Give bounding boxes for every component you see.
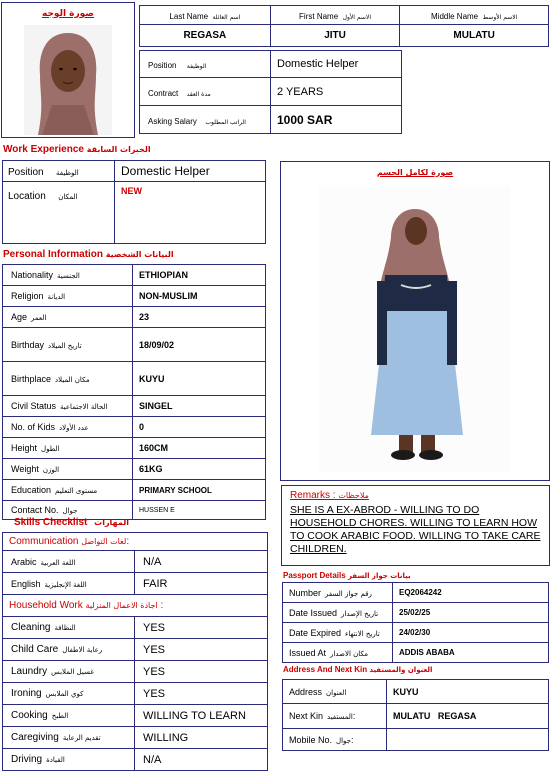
we-position-value: Domestic Helper bbox=[115, 161, 266, 182]
personal-row-religion: Religion الديانة NON-MUSLIM bbox=[3, 286, 266, 307]
position-label: Position الوظيفة bbox=[140, 51, 271, 78]
passport-row-issued: Date Issued تاريخ الإصدار 25/02/25 bbox=[283, 603, 549, 623]
salary-label: Asking Salary الراتب المطلوب bbox=[140, 106, 271, 134]
skill-row-driving: Driving القيادة N/A bbox=[3, 749, 268, 771]
face-photo bbox=[24, 25, 112, 135]
personal-row-height: Height الطول 160CM bbox=[3, 438, 266, 459]
skill-row-english: English اللغة الإنجليزية FAIR bbox=[3, 573, 268, 595]
salary-value: 1000 SAR bbox=[271, 106, 402, 134]
personal-row-contact: Contact No. جوال HUSSEN E bbox=[3, 501, 266, 520]
first-name-value: JITU bbox=[270, 25, 400, 47]
middle-name-header: Middle Name الاسم الأوسط bbox=[400, 6, 549, 25]
personal-row-civil-status: Civil Status الحالة الاجتماعية SINGEL bbox=[3, 396, 266, 417]
body-photo-frame bbox=[280, 161, 550, 481]
contract-label: Contract مدة العقد bbox=[140, 78, 271, 106]
face-photo-title: صورة الوجه bbox=[41, 9, 95, 19]
we-position-label: Position الوظيفة bbox=[3, 161, 115, 182]
remarks-text: SHE IS A EX-ABROD - WILLING TO DO HOUSEHOLD CHORES. WILLING TO LEARN HOW TO COOK ARABIC FOOD. WILLING TO TAKE CARE CHILDREN. bbox=[290, 504, 541, 555]
body-photo bbox=[319, 185, 511, 472]
personal-info-table bbox=[2, 264, 266, 520]
address-row-next-kin: Next Kin المستفيد: MULATU REGASA bbox=[283, 704, 549, 729]
personal-row-education: Education مستوى التعليم PRIMARY SCHOOL bbox=[3, 480, 266, 501]
skills-title: Skills Checklist المهارات bbox=[14, 517, 129, 528]
body-photo-title: صورة لكامل الجسم bbox=[376, 168, 454, 177]
work-experience-table bbox=[2, 160, 266, 244]
personal-row-kids: No. of Kids عدد الأولاد 0 bbox=[3, 417, 266, 438]
address-row-address: Address العنوان KUYU bbox=[283, 680, 549, 704]
skills-table bbox=[2, 532, 268, 771]
personal-row-birthplace: Birthplace مكان الميلاد KUYU bbox=[3, 362, 266, 396]
passport-row-number: Number رقم جواز السفر EQ2064242 bbox=[283, 583, 549, 603]
personal-row-birthday: Birthday تاريخ الميلاد 18/09/02 bbox=[3, 328, 266, 362]
position-value: Domestic Helper bbox=[271, 51, 402, 78]
job-table bbox=[139, 50, 402, 134]
skill-row-caregiving: Caregiving تقديم الرعاية WILLING bbox=[3, 727, 268, 749]
name-table bbox=[139, 5, 549, 47]
passport-row-issued-at: Issued At مكان الاصدار ADDIS ABABA bbox=[283, 643, 549, 663]
contract-value: 2 YEARS bbox=[271, 78, 402, 106]
skill-row-arabic: Arabic اللغة العربية N/A bbox=[3, 551, 268, 573]
passport-title: Passport Details بيانات جواز السفر bbox=[283, 571, 411, 580]
communication-title: Communication لغات التواصل: bbox=[3, 533, 268, 551]
personal-row-nationality: Nationality الجنسية ETHIOPIAN bbox=[3, 265, 266, 286]
remarks-box bbox=[281, 485, 550, 566]
skill-row-ironing: Ironing كوي الملابس YES bbox=[3, 683, 268, 705]
address-table bbox=[282, 679, 549, 751]
passport-row-expired: Date Expired تاريخ الانتهاء 24/02/30 bbox=[283, 623, 549, 643]
we-location-value: NEW bbox=[115, 182, 266, 244]
face-photo-frame bbox=[1, 2, 135, 138]
skill-row-child-care: Child Care رعاية الاطفال YES bbox=[3, 639, 268, 661]
passport-table bbox=[282, 582, 549, 663]
skill-row-laundry: Laundry غسيل الملابس YES bbox=[3, 661, 268, 683]
household-title: Household Work اجادة الاعمال المنزلية : bbox=[3, 595, 268, 617]
personal-info-title: Personal Information البيانات الشخصية bbox=[3, 249, 174, 260]
we-location-label: Location المكان bbox=[3, 182, 115, 244]
work-experience-title: Work Experience الخبرات السابقة bbox=[3, 144, 151, 155]
skill-row-cooking: Cooking الطبخ WILLING TO LEARN bbox=[3, 705, 268, 727]
middle-name-value: MULATU bbox=[400, 25, 549, 47]
address-row-mobile: Mobile No. جوال: bbox=[283, 729, 549, 751]
personal-row-weight: Weight الوزن 61KG bbox=[3, 459, 266, 480]
first-name-header: First Name الاسم الأول bbox=[270, 6, 400, 25]
skill-row-cleaning: Cleaning النظافة YES bbox=[3, 617, 268, 639]
address-title: Address And Next Kin العنوان والمستفيد bbox=[283, 665, 433, 674]
remarks-title: Remarks : ملاحظات bbox=[290, 490, 369, 501]
last-name-header: Last Name اسم العائلة bbox=[140, 6, 271, 25]
personal-row-age: Age العمر 23 bbox=[3, 307, 266, 328]
last-name-value: REGASA bbox=[140, 25, 271, 47]
